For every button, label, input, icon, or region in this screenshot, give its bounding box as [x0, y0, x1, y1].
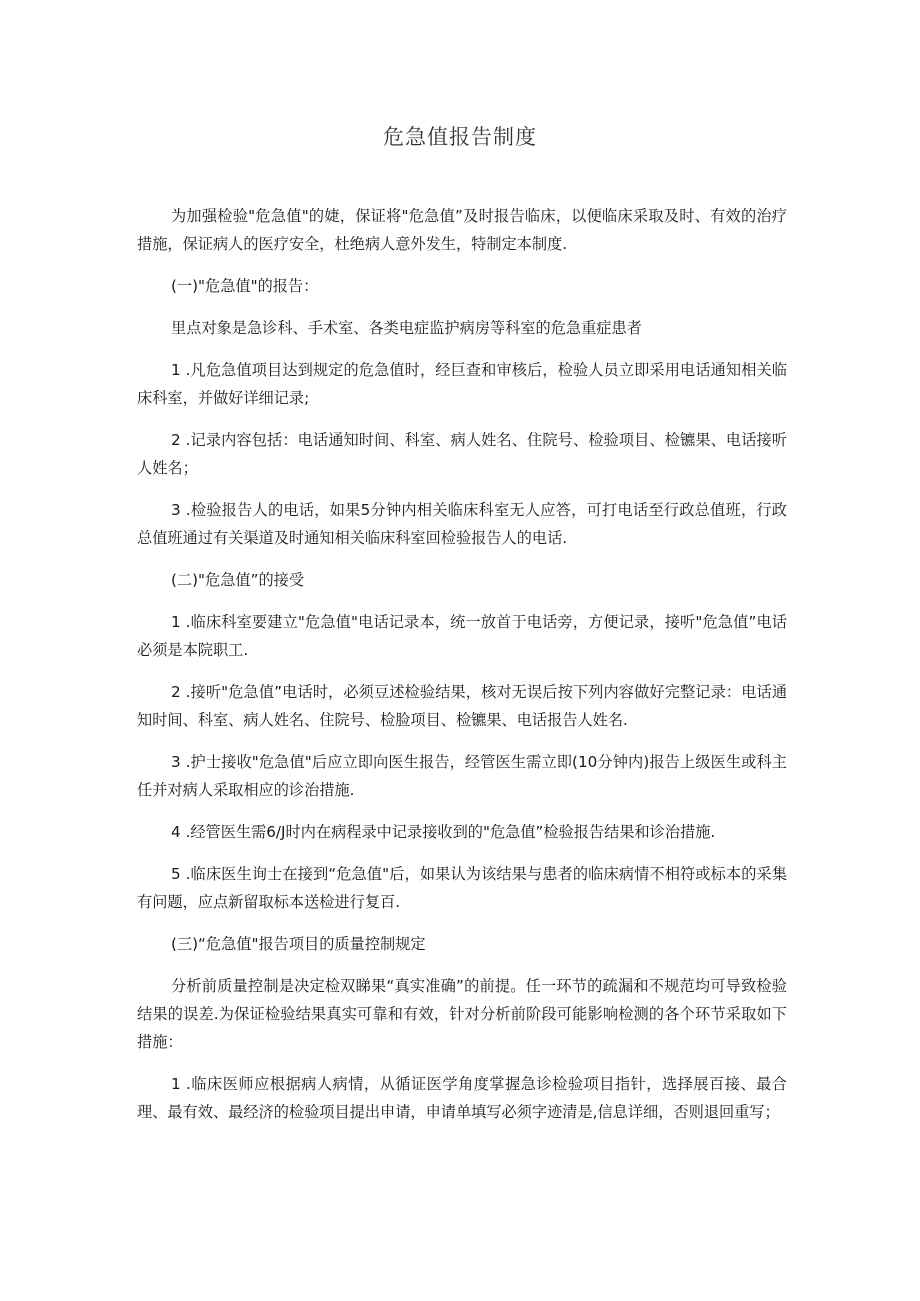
report-item-3: 3 .检验报告人的电话，如果5分钟内相关临床科室无人应答，可打电话至行政总值班，行政总值班通过有关渠道及时通知相关临床科室回检验报告人的电话. — [137, 501, 787, 547]
document-title: 危急值报告制度 — [383, 125, 537, 149]
receive-item-2: 2 .接听"危急值”电话时，必须豆述检验结果，核对无误后按下列内容做好完整记录：电话通知时间、科室、病人姓名、住院号、检脸项目、检镳果、电话报告人姓名. — [137, 683, 787, 729]
receive-item-5: 5 .临床医生询士在接到“危急值"后，如果认为该结果与患者的临床病情不相符或标本的采集有问题，应点新留取标本送检进行复百. — [137, 865, 787, 911]
report-item-2: 2 .记录内容包括：电话通知时间、科室、病人姓名、住院号、检验项目、检镳果、电话接听人姓名； — [137, 431, 787, 477]
receive-item-1: 1 .临床科室要建立"危急值"电话记录本，统一放首于电话旁，方便记录，接听"危急值”电话必须是本院职工. — [137, 613, 787, 659]
report-item-1: 1 .凡危急值项目达到规定的危急值时，经巨查和审核后，检验人员立即采用电话通知相关临床科室，并做好详细记录; — [137, 361, 787, 407]
section-heading-quality: (三)“危急值"报告项目的质量控制规定 — [171, 935, 426, 953]
document-body — [137, 202, 787, 1140]
key-targets-paragraph: 里点对象是急诊科、手术室、各类电症监护病房等科室的危急重症患者 — [171, 319, 642, 337]
section-heading-receive: (二)"危急值”的接受 — [171, 571, 305, 589]
receive-item-3: 3 .护士接收"危急值"后应立即向医生报告，经管医生需立即(10分钟内)报告上级医生或科主任并对病人采取相应的诊治措施. — [137, 753, 787, 799]
intro-paragraph: 为加强检验"危急值"的婕，保证将"危急值”及时报告临床，以便临床采取及时、有效的治疗措施，保证病人的医疗安全，杜绝病人意外发生，特制定本制度. — [137, 207, 787, 253]
quality-intro-paragraph: 分析前质量控制是决定检双睇果“真实准确”的前提。任一环节的疏漏和不规范均可导致检验结果的误差.为保证检验结果真实可靠和有效，针对分析前阶段可能影响检测的各个环节采取如下措施： — [137, 977, 787, 1051]
section-heading-report: (一)"危急值"的报告： — [171, 277, 319, 295]
quality-item-1: 1 .临床医师应根据病人病情，从循证医学角度掌握急诊检验项目指针，选择展百接、最合理、最有效、最经济的检验项目提出申请，申请单填写必须字迹清是,信息详细，否则退回重写； — [137, 1075, 787, 1121]
receive-item-4: 4 .经管医生需6/J时内在病程录中记录接收到的"危急值”检验报告结果和诊治措施. — [171, 823, 716, 841]
